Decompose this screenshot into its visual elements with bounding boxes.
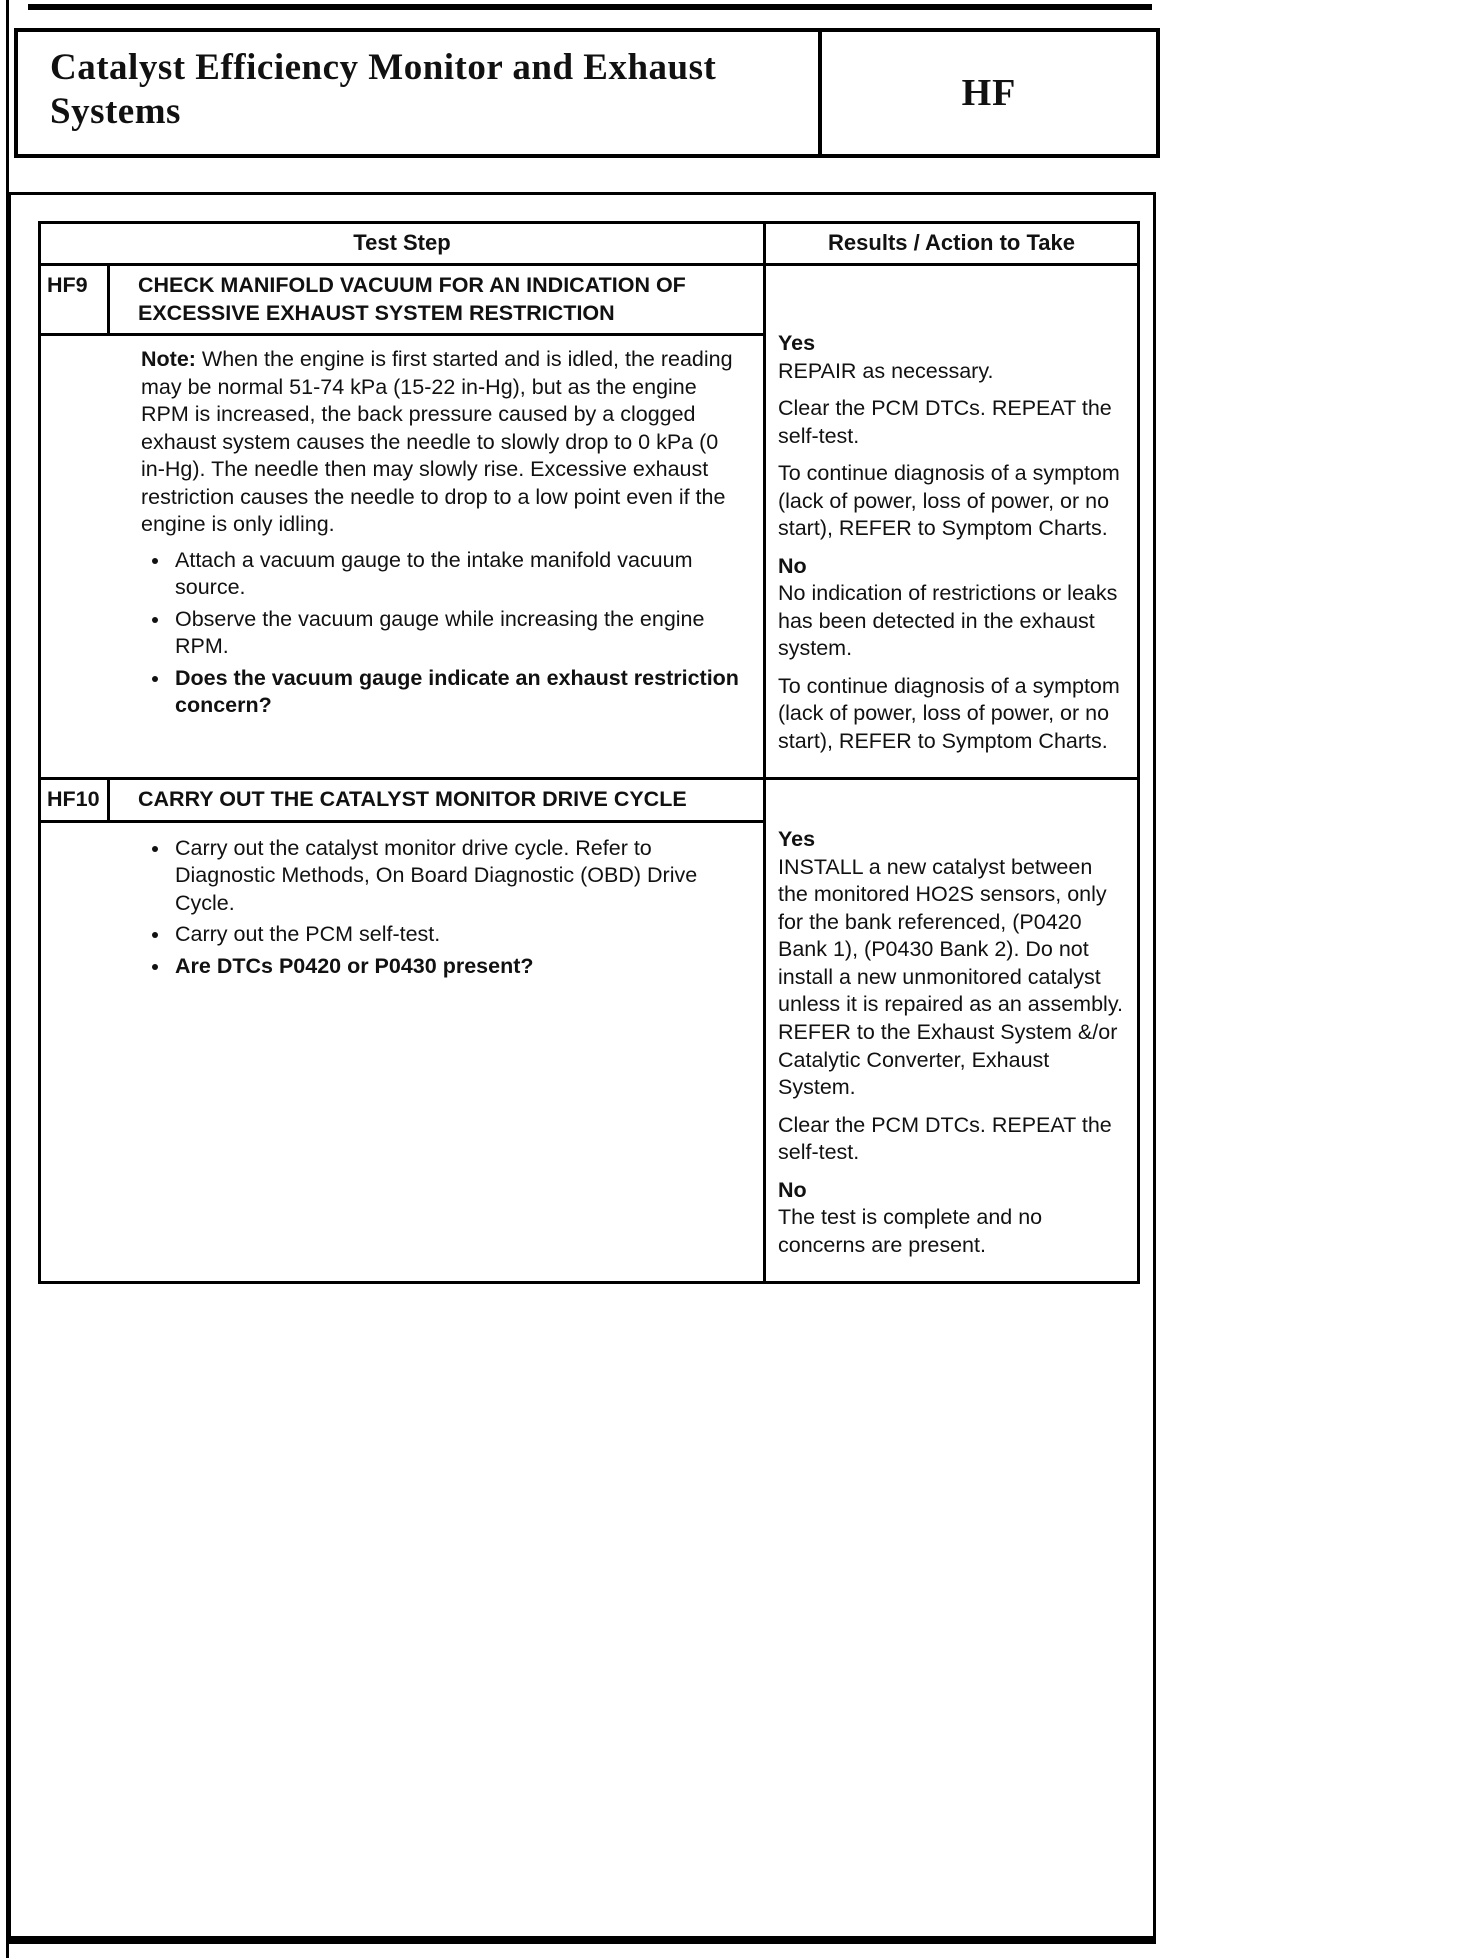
results-cell bbox=[766, 780, 1137, 1281]
result-paragraph: REPAIR as necessary. bbox=[778, 358, 994, 383]
table-row-hf10 bbox=[41, 777, 1137, 1281]
content-frame bbox=[8, 192, 1156, 1944]
bullet-item: • Carry out the PCM self-test. bbox=[171, 921, 747, 949]
result-paragraph: To continue diagnosis of a symptom (lack of power, loss of power, or no start), REFER to Symptom Charts. bbox=[778, 461, 1120, 541]
result-heading-yes: Yes bbox=[778, 827, 816, 852]
page-top-rule bbox=[28, 4, 1152, 10]
result-paragraph: To continue diagnosis of a symptom (lack of power, loss of power, or no start), REFER to Symptom Charts. bbox=[778, 673, 1120, 753]
result-heading-no: No bbox=[778, 1177, 807, 1202]
table-row-hf9 bbox=[41, 263, 1137, 777]
pinpoint-test-table bbox=[38, 221, 1140, 1284]
note-text: When the engine is first started and is idled, the reading may be normal 51-74 kPa (15-22 in-Hg), but as the engine RPM is increased, the back pressure caused by a clogged exhaust system causes the needle to slowly drop to 0 kPa (0 in-Hg). The needle then may slowly rise. Excessive exhaust restriction causes the needle to drop to a low point even if the engine is only idling. bbox=[141, 347, 733, 537]
step-note bbox=[141, 346, 747, 539]
document-header bbox=[14, 28, 1160, 158]
bullet-item: • Observe the vacuum gauge while increasing the engine RPM. bbox=[171, 606, 747, 661]
table-header-row bbox=[41, 224, 1137, 263]
page-title: Catalyst Efficiency Monitor and Exhaust Systems bbox=[50, 47, 717, 132]
test-step-cell bbox=[41, 266, 766, 777]
step-id: HF10 bbox=[41, 780, 110, 820]
bullet-item-question: • Are DTCs P0420 or P0430 present? bbox=[171, 953, 747, 981]
step-bullet-list bbox=[141, 835, 747, 981]
step-heading bbox=[41, 780, 763, 823]
step-body bbox=[41, 823, 763, 1001]
result-paragraph: The test is complete and no concerns are present. bbox=[778, 1205, 1043, 1257]
step-bullet-list bbox=[141, 547, 747, 720]
result-paragraph: Clear the PCM DTCs. REPEAT the self-test. bbox=[778, 396, 1112, 448]
test-step-cell bbox=[41, 780, 766, 1281]
step-id: HF9 bbox=[41, 266, 110, 333]
result-paragraph: INSTALL a new catalyst between the monitored HO2S sensors, only for the bank referenced, (P0420 Bank 1), (P0430 Bank 2). Do not install a new unmonitored catalyst unless it is repaired as an assembly. REFER to the Exhaust System &/or Catalytic Converter, Exhaust System. bbox=[778, 854, 1123, 1100]
results-cell bbox=[766, 266, 1137, 777]
step-heading bbox=[41, 266, 763, 336]
result-paragraph: Clear the PCM DTCs. REPEAT the self-test. bbox=[778, 1112, 1112, 1165]
bullet-item: • Attach a vacuum gauge to the intake manifold vacuum source. bbox=[171, 547, 747, 602]
result-heading-yes: Yes bbox=[778, 331, 816, 356]
bullet-item-question: • Does the vacuum gauge indicate an exhaust restriction concern? bbox=[171, 665, 747, 720]
step-title: CARRY OUT THE CATALYST MONITOR DRIVE CYCLE bbox=[138, 787, 687, 812]
note-label: Note: bbox=[141, 347, 196, 372]
step-title: CHECK MANIFOLD VACUUM FOR AN INDICATION OF EXCESSIVE EXHAUST SYSTEM RESTRICTION bbox=[138, 273, 686, 325]
section-code: HF bbox=[818, 32, 1156, 154]
result-paragraph: No indication of restrictions or leaks has been detected in the exhaust system. bbox=[778, 581, 1118, 661]
step-body bbox=[41, 336, 763, 740]
result-heading-no: No bbox=[778, 553, 807, 578]
column-header-results: Results / Action to Take bbox=[828, 230, 1075, 255]
bullet-item: • Carry out the catalyst monitor drive cycle. Refer to Diagnostic Methods, On Board Diagnostic (OBD) Drive Cycle. bbox=[171, 835, 747, 918]
column-header-test-step: Test Step bbox=[41, 224, 766, 263]
